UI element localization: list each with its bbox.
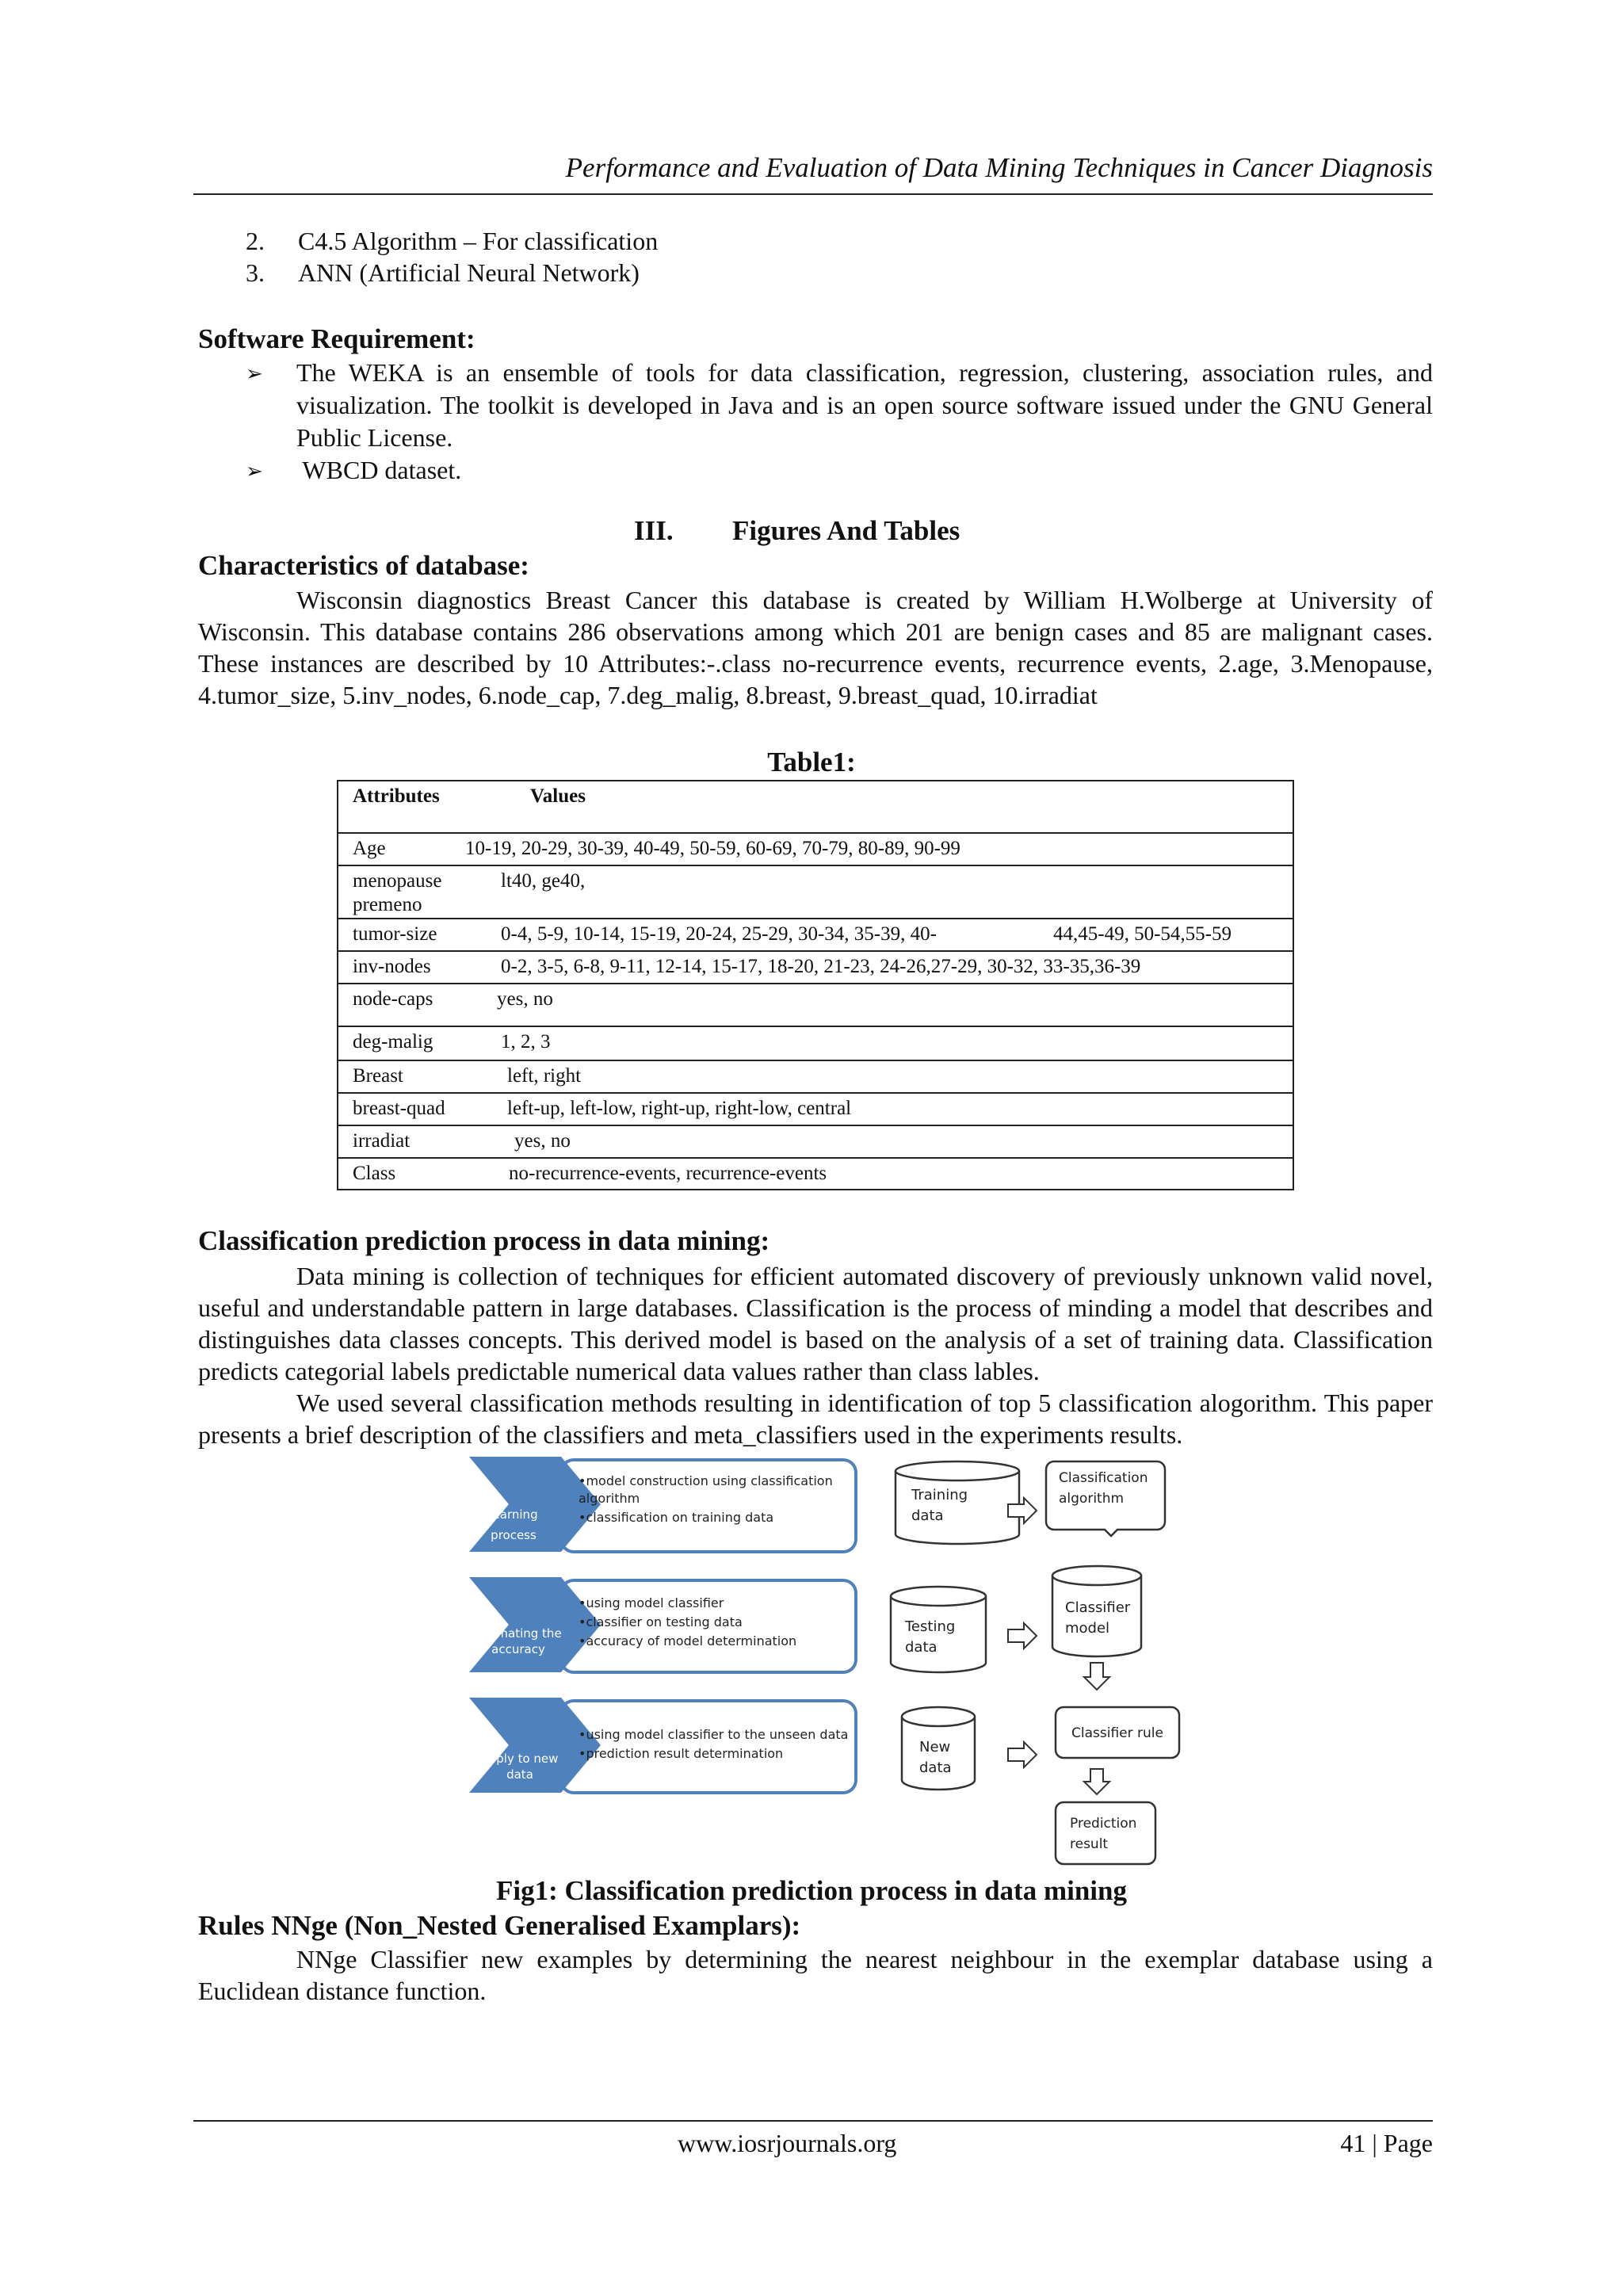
stage-bullet: •using model classifier to the unseen data [579,1727,849,1742]
attr-cell-continued: premeno [353,894,422,915]
header-rule [193,193,1433,195]
stage-label: estimating the [475,1626,562,1641]
stage-learning [469,1457,856,1552]
bullet-text: The WEKA is an ensemble of tools for data classification, regression, clustering, association rules, and visualization. The toolkit is developed in Java and is an open source software issued under the GNU General Public License. [296,358,1433,452]
attr-cell: inv-nodes [353,956,431,977]
stage-bullet: •accuracy of model determination [579,1633,797,1648]
attr-cell: irradiat [353,1130,411,1152]
values-cell: 0-2, 3-5, 6-8, 9-11, 12-14, 15-17, 18-20, 21-23, 24-26,27-29, 30-32, 33-35,36-39 [501,956,1141,977]
cylinder-label: Classifier [1065,1599,1131,1616]
classifier-model-cylinder [1052,1566,1141,1656]
stage-bullet: •model construction using classification [579,1473,833,1488]
table-row [338,1026,1293,1060]
box-label: result [1070,1836,1109,1852]
values-cell: left-up, left-low, right-up, right-low, central [507,1098,852,1119]
stage-bullet: •using model classifier [579,1595,724,1610]
table-row [338,950,1293,983]
page-number: 41 | Page [1340,2129,1433,2157]
values-cell-continued: 44,45-49, 50-54,55-59 [1053,923,1232,945]
box-label: algorithm [1059,1491,1125,1507]
table-header-row [338,781,1293,832]
list-item-number: 3. [246,258,265,287]
values-cell: 1, 2, 3 [501,1031,551,1052]
down-arrow-icon [1084,1769,1109,1794]
stage-label: apply to new [481,1752,559,1766]
table-row [338,983,1293,1026]
nnge-paragraph [198,1943,1433,2007]
stage-bullet: •prediction result determination [579,1746,784,1761]
bullet-text: WBCD dataset. [296,456,462,484]
list-item [246,225,658,257]
paragraph-text: We used several classification methods resulting in identification of top 5 classification alogorithm. This paper presents a brief description of the classifiers and meta_classifiers used in the experiments results. [198,1389,1433,1449]
attr-cell: deg-malig [353,1031,433,1052]
stage-label: data [506,1767,533,1782]
bullet-item [246,357,1433,454]
figure-caption: Fig1: Classification prediction process in data mining [496,1875,1127,1906]
cylinder-label: data [911,1507,944,1524]
software-bullets [246,357,1433,488]
stage-bullet: algorithm [579,1491,640,1506]
running-title: Performance and Evaluation of Data Mining Techniques in Cancer Diagnosis [565,152,1433,183]
stage-label: process [491,1528,537,1542]
table-row [338,1060,1293,1092]
box-label: Classifier rule [1071,1725,1163,1741]
stage-label: accuracy [491,1642,545,1656]
stage-label: learning [489,1507,538,1522]
header-values: Values [530,785,586,807]
classification-algorithm-box [1046,1461,1165,1536]
cylinder-label: Testing [905,1618,956,1635]
table-row [338,865,1293,918]
down-arrow-icon [1084,1663,1109,1690]
attr-cell: node-caps [353,988,433,1010]
attr-cell: Age [353,838,386,859]
classifier-rule-box [1056,1707,1179,1758]
attr-cell: Class [353,1163,396,1184]
characteristics-heading: Characteristics of database: [198,550,529,581]
classification-paragraphs [198,1260,1433,1450]
box-label: Prediction [1070,1816,1137,1832]
cylinder-label: model [1065,1620,1110,1637]
list-item-number: 2. [246,227,265,255]
attr-cell: tumor-size [353,923,437,945]
section-number: III. [634,515,674,546]
attr-cell: menopause [353,870,442,892]
box-label: Classification [1059,1470,1148,1486]
testing-data-cylinder [891,1587,986,1672]
section-title: Figures And Tables [732,515,960,546]
list-item [246,257,658,288]
cylinder-label: data [905,1639,938,1656]
stage-estimating [469,1577,856,1672]
values-cell: 10-19, 20-29, 30-39, 40-49, 50-59, 60-69, 70-79, 80-89, 90-99 [465,838,960,859]
paragraph-text: Wisconsin diagnostics Breast Cancer this database is created by William H.Wolberge at University of Wisconsin. This database contains 286 observations among which 201 are benign cases and 85 are malignant cases. These instances are described by 10 Attributes:-.class no-recurrence events, recurrence events, 2.age, 3.Menopause, 4.tumor_size, 5.inv_nodes, 6.node_cap, 7.deg_malig, 8.breast, 9.breast_quad, 10.irradiat [198,586,1433,709]
table-row [338,1157,1293,1189]
table-row [338,1092,1293,1125]
footer-url: www.iosrjournals.org [678,2129,897,2157]
training-data-cylinder [896,1461,1019,1544]
new-data-cylinder [902,1707,975,1790]
values-cell: no-recurrence-events, recurrence-events [509,1163,827,1184]
stage-apply [469,1698,856,1793]
attr-cell: breast-quad [353,1098,445,1119]
right-arrow-icon [1008,1623,1037,1648]
values-cell: yes, no [514,1130,571,1152]
algorithm-list [246,225,658,288]
cylinder-label: Training [911,1487,968,1503]
classification-process-figure [468,1455,1181,1867]
values-cell: left, right [507,1065,582,1087]
software-heading: Software Requirement: [198,323,475,354]
cylinder-label: New [919,1739,951,1755]
footer-rule [193,2120,1433,2122]
cylinder-label: data [919,1759,952,1776]
right-arrow-icon [1008,1742,1037,1767]
values-cell: yes, no [497,988,553,1010]
list-item-text: C4.5 Algorithm – For classification [298,227,659,255]
table-row [338,832,1293,865]
prediction-result-box [1056,1802,1155,1864]
list-item-text: ANN (Artificial Neural Network) [298,258,640,287]
arrow-bullet-icon: ➢ [246,460,263,483]
attributes-table [337,780,1294,1190]
paragraph-text: NNge Classifier new examples by determining the nearest neighbour in the exemplar database using a Euclidean distance function. [198,1945,1433,2005]
paragraph-text: Data mining is collection of techniques for efficient automated discovery of previously unknown valid novel, useful and understandable pattern in large databases. Classification is the process of minding a model that describes and distinguishes data classes concepts. This derived model is based on the analysis of a set of training data. Classification predicts categorial labels predictable numerical data values rather than class lables. [198,1262,1433,1385]
values-cell: lt40, ge40, [501,870,586,892]
header-attributes: Attributes [353,785,440,807]
table-row [338,1125,1293,1157]
stage-bullet: •classification on training data [579,1510,774,1525]
table-row [338,918,1293,950]
arrow-bullet-icon: ➢ [246,362,263,386]
classification-heading: Classification prediction process in data mining: [198,1225,770,1256]
characteristics-paragraph [198,584,1433,711]
bullet-item [246,454,1433,488]
table-title: Table1: [767,747,856,777]
nnge-heading: Rules NNge (Non_Nested Generalised Examplars): [198,1910,801,1941]
stage-bullet: •classifier on testing data [579,1614,743,1629]
attr-cell: Breast [353,1065,403,1087]
values-cell: 0-4, 5-9, 10-14, 15-19, 20-24, 25-29, 30-34, 35-39, 40- [501,923,937,945]
